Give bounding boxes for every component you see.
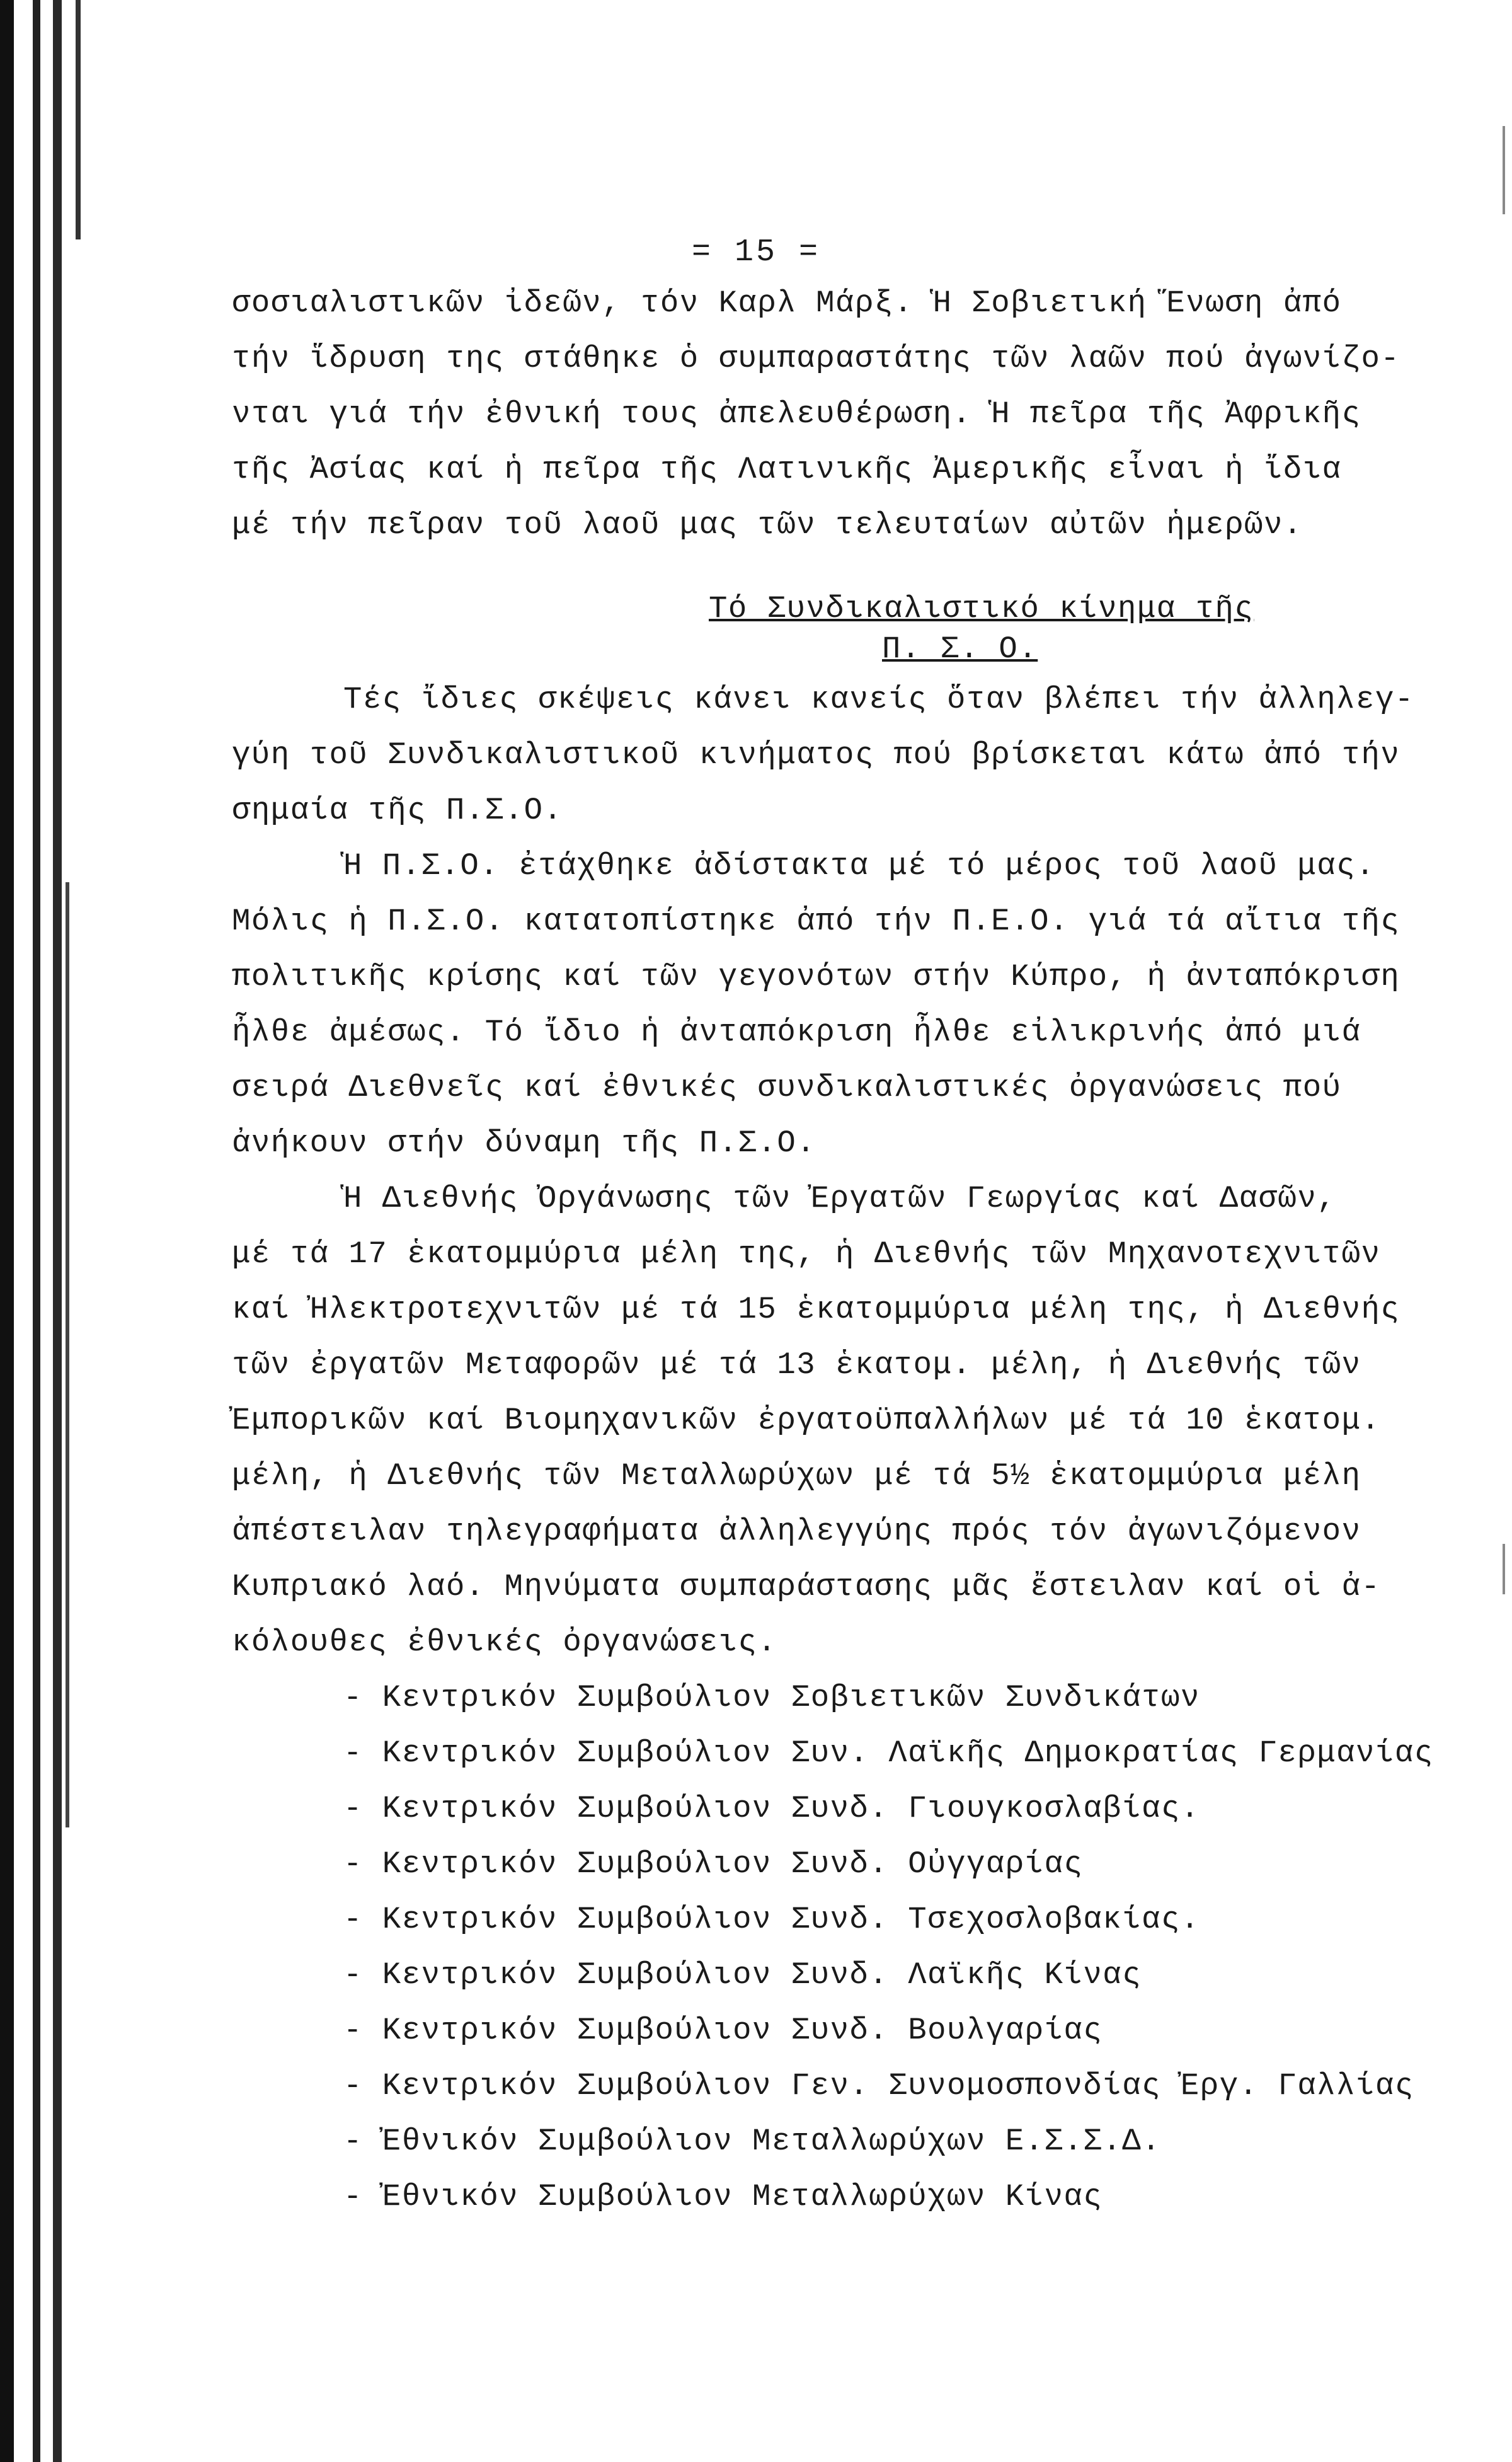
text-line: μέ τήν πεῖραν τοῦ λαοῦ μας τῶν τελευταίων αὐτῶν ἡμερῶν. xyxy=(232,507,1303,543)
text-line: σημαία τῆς Π.Σ.Ο. xyxy=(232,793,563,828)
section-heading-org: Π. Σ. Ο. xyxy=(882,631,1038,667)
text-line: μέλη, ἡ Διεθνής τῶν Μεταλλωρύχων μέ τά 5½ ἑκατομμύρια μέλη xyxy=(232,1458,1361,1493)
text-line: πολιτικῆς κρίσης καί τῶν γεγονότων στήν Κύπρο, ἡ ἀνταπόκριση xyxy=(232,959,1400,994)
text-line: ἀνήκουν στήν δύναμη τῆς Π.Σ.Ο. xyxy=(232,1125,816,1161)
page-number: = 15 = xyxy=(691,234,821,270)
text-line: Ἡ Διεθνής Ὀργάνωσης τῶν Ἐργατῶν Γεωργίας καί Δασῶν, xyxy=(343,1181,1337,1216)
list-item: - Κεντρικόν Συμβούλιον Συνδ. Γιουγκοσλαβίας. xyxy=(343,1791,1200,1826)
text-line: κόλουθες ἐθνικές ὀργανώσεις. xyxy=(232,1625,777,1660)
list-item: - Κεντρικόν Συμβούλιον Συνδ. Τσεχοσλοβακίας. xyxy=(343,1902,1200,1937)
text-line: σειρά Διεθνεῖς καί ἐθνικές συνδικαλιστικές ὀργανώσεις πού xyxy=(232,1070,1342,1105)
text-line: Ἡ Π.Σ.Ο. ἐτάχθηκε ἀδίστακτα μέ τό μέρος τοῦ λαοῦ μας. xyxy=(343,848,1375,883)
list-item: - Κεντρικόν Συμβούλιον Γεν. Συνομοσπονδίας Ἐργ. Γαλλίας xyxy=(343,2068,1414,2103)
text-line: ἦλθε ἀμέσως. Τό ἴδιο ἡ ἀνταπόκριση ἦλθε εἰλικρινής ἀπό μιά xyxy=(232,1015,1361,1050)
text-line: τῶν ἐργατῶν Μεταφορῶν μέ τά 13 ἑκατομ. μέλη, ἡ Διεθνής τῶν xyxy=(232,1347,1361,1383)
list-item: - Κεντρικόν Συμβούλιον Συνδ. Οὐγγαρίας xyxy=(343,1846,1084,1882)
list-item: - Κεντρικόν Συμβούλιον Σοβιετικῶν Συνδικάτων xyxy=(343,1680,1200,1715)
text-line: καί Ἠλεκτροτεχνιτῶν μέ τά 15 ἑκατομμύρια μέλη της, ἡ Διεθνής xyxy=(232,1292,1400,1327)
list-item: - Ἐθνικόν Συμβούλιον Μεταλλωρύχων Ε.Σ.Σ.Δ. xyxy=(343,2124,1162,2159)
text-line: μέ τά 17 ἑκατομμύρια μέλη της, ἡ Διεθνής τῶν Μηχανοτεχνιτῶν xyxy=(232,1236,1381,1272)
list-item: - Κεντρικόν Συμβούλιον Συνδ. Βουλγαρίας xyxy=(343,2013,1103,2048)
list-item: - Ἐθνικόν Συμβούλιον Μεταλλωρύχων Κίνας xyxy=(343,2179,1103,2214)
text-line: Μόλις ἡ Π.Σ.Ο. κατατοπίστηκε ἀπό τήν Π.Ε.Ο. γιά τά αἴτια τῆς xyxy=(232,904,1400,939)
section-heading: Τό Συνδικαλιστικό κίνημα τῆς xyxy=(709,591,1254,626)
text-line: γύη τοῦ Συνδικαλιστικοῦ κινήματος πού βρίσκεται κάτω ἀπό τήν xyxy=(232,737,1400,773)
text-line: νται γιά τήν ἐθνική τους ἀπελευθέρωση. Ἡ πεῖρα τῆς Ἀφρικῆς xyxy=(232,396,1361,432)
text-line: Ἐμπορικῶν καί Βιομηχανικῶν ἐργατοϋπαλλήλων μέ τά 10 ἑκατομ. xyxy=(232,1403,1381,1438)
text-line: Τές ἴδιες σκέψεις κάνει κανείς ὅταν βλέπει τήν ἀλληλεγ- xyxy=(343,682,1414,717)
text-line: Κυπριακό λαό. Μηνύματα συμπαράστασης μᾶς ἔστειλαν καί οἱ ἀ- xyxy=(232,1569,1381,1604)
list-item: - Κεντρικόν Συμβούλιον Συν. Λαϊκῆς Δημοκρατίας Γερμανίας xyxy=(343,1735,1434,1771)
text-line: ἀπέστειλαν τηλεγραφήματα ἀλληλεγγύης πρός τόν ἀγωνιζόμενον xyxy=(232,1514,1361,1549)
text-line: τήν ἵδρυση της στάθηκε ὁ συμπαραστάτης τῶν λαῶν πού ἀγωνίζο- xyxy=(232,341,1400,376)
text-line: τῆς Ἀσίας καί ἡ πεῖρα τῆς Λατινικῆς Ἀμερικῆς εἶναι ἡ ἴδια xyxy=(232,452,1342,487)
list-item: - Κεντρικόν Συμβούλιον Συνδ. Λαϊκῆς Κίνας xyxy=(343,1957,1142,1993)
text-line: σοσιαλιστικῶν ἰδεῶν, τόν Καρλ Μάρξ. Ἡ Σοβιετική Ἕνωση ἀπό xyxy=(232,285,1342,321)
